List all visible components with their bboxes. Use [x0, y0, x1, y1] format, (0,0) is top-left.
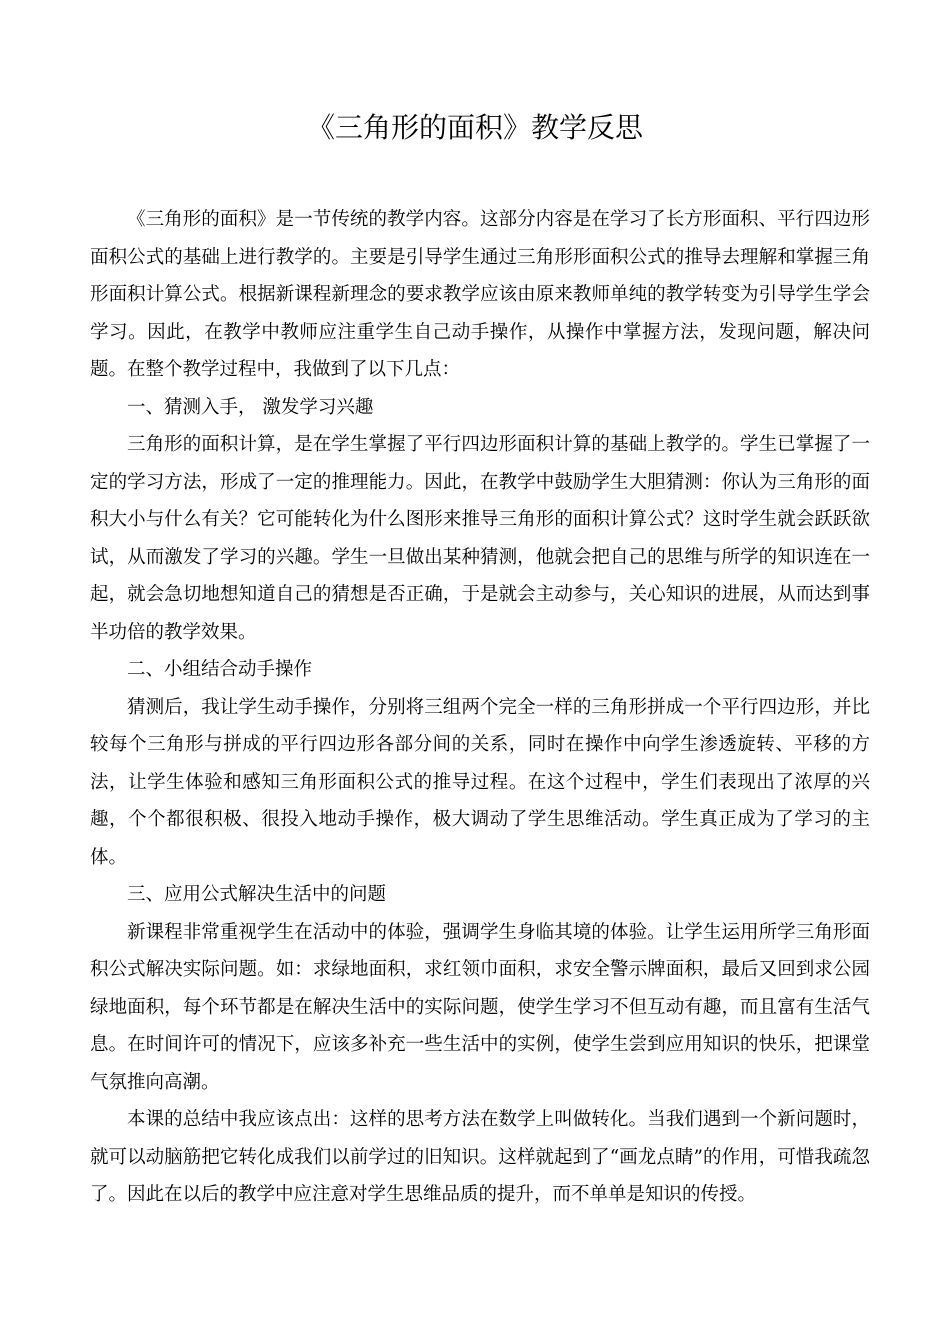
paragraph-section-1: 三角形的面积计算，是在学生掌握了平行四边形面积计算的基础上教学的。学生已掌握了一定的学习方法，形成了一定的推理能力。因此，在教学中鼓励学生大胆猜测：你认为三角形的面积大小与什么有关？它可能转化为什么图形来推导三角形的面积计算公式？这时学生就会跃跃欲试，从而激发了学习的兴趣。学生一旦做出某种猜测，他就会把自己的思维与所学的知识连在一起，就会急切地想知道自己的猜想是否正确，于是就会主动参与，关心知识的进展，从而达到事半功倍的教学效果。	[90, 434, 870, 643]
paragraph-section-3: 新课程非常重视学生在活动中的体验，强调学生身临其境的体验。让学生运用所学三角形面积公式解决实际问题。如：求绿地面积，求红领巾面积，求安全警示牌面积，最后又回到求公园绿地面积，每个环节都是在解决生活中的实际问题，使学生学习不但互动有趣，而且富有生活气息。在时间许可的情况下，应该多补充一些生活中的实例，使学生尝到应用知识的快乐，把课堂气氛推向高潮。	[90, 921, 870, 1093]
paragraph-intro: 《三角形的面积》是一节传统的教学内容。这部分内容是在学习了长方形面积、平行四边形面积公式的基础上进行教学的。主要是引导学生通过三角形形面积公式的推导去理解和掌握三角形面积计算公式。根据新课程新理念的要求教学应该由原来教师单纯的教学转变为引导学生学会学习。因此，在教学中教师应注重学生自己动手操作，从操作中掌握方法，发现问题，解决问题。在整个教学过程中，我做到了以下几点：	[90, 209, 870, 380]
paragraph-conclusion: 本课的总结中我应该点出：这样的思考方法在数学上叫做转化。当我们遇到一个新问题时，就可以动脑筋把它转化成我们以前学过的旧知识。这样就起到了“画龙点睛”的作用，可惜我疏忽了。因此在以后的教学中应注意对学生思维品质的提升，而不单单是知识的传授。	[90, 1109, 870, 1205]
section-heading-2: 二、小组结合动手操作	[127, 659, 313, 680]
section-heading-3: 三、应用公式解决生活中的问题	[127, 884, 387, 905]
paragraph-section-2: 猜测后，我让学生动手操作，分别将三组两个完全一样的三角形拼成一个平行四边形，并比较每个三角形与拼成的平行四边形各部分间的关系，同时在操作中向学生渗透旋转、平移的方法，让学生体验和感知三角形面积公式的推导过程。在这个过程中，学生们表现出了浓厚的兴趣，个个都很积极、很投入地动手操作，极大调动了学生思维活动。学生真正成为了学习的主体。	[90, 696, 870, 868]
document-body	[90, 201, 870, 1214]
section-heading-1: 一、猜测入手， 激发学习兴趣	[127, 396, 374, 418]
document-title: 《三角形的面积》教学反思	[306, 111, 643, 144]
